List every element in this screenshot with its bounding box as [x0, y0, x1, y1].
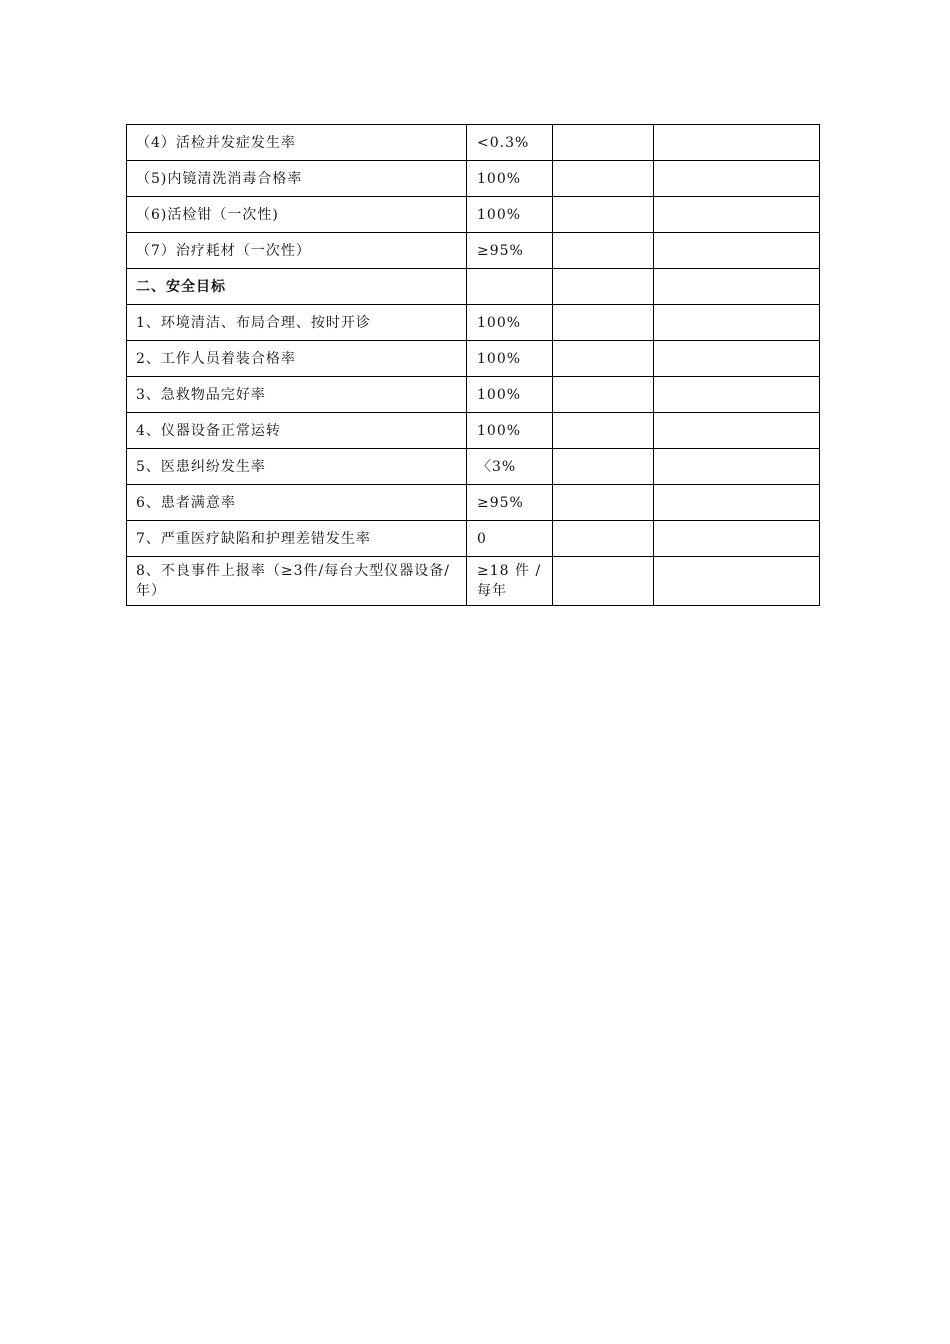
- table-row: [127, 161, 820, 197]
- table-row: [127, 269, 820, 305]
- empty-cell: [553, 197, 654, 233]
- indicator-target: 〈3%: [467, 449, 553, 485]
- indicator-target: [467, 269, 553, 305]
- table-row: [127, 197, 820, 233]
- indicator-item: 1、环境清洁、布局合理、按时开诊: [127, 305, 467, 341]
- indicator-item: 5、医患纠纷发生率: [127, 449, 467, 485]
- indicator-item: （7）治疗耗材（一次性）: [127, 233, 467, 269]
- section-heading: 二、安全目标: [127, 269, 467, 305]
- empty-cell: [654, 197, 820, 233]
- empty-cell: [553, 377, 654, 413]
- empty-cell: [654, 305, 820, 341]
- empty-cell: [654, 485, 820, 521]
- table-row: [127, 125, 820, 161]
- empty-cell: [553, 305, 654, 341]
- empty-cell: [654, 233, 820, 269]
- empty-cell: [553, 413, 654, 449]
- indicator-item: 8、不良事件上报率（≥3件/每台大型仪器设备/年）: [127, 557, 467, 606]
- indicator-item: 6、患者满意率: [127, 485, 467, 521]
- table-row: [127, 305, 820, 341]
- indicator-item: （6)活检钳（一次性): [127, 197, 467, 233]
- empty-cell: [654, 161, 820, 197]
- indicator-target: 100%: [467, 305, 553, 341]
- indicator-target: ≥18 件 / 每年: [467, 557, 553, 606]
- indicator-target: 100%: [467, 413, 553, 449]
- indicator-item: 4、仪器设备正常运转: [127, 413, 467, 449]
- indicator-target: ≥95%: [467, 233, 553, 269]
- indicator-target: 100%: [467, 161, 553, 197]
- empty-cell: [654, 521, 820, 557]
- indicator-item: （5)内镜清洗消毒合格率: [127, 161, 467, 197]
- empty-cell: [553, 557, 654, 606]
- indicator-target: 0: [467, 521, 553, 557]
- table-row: [127, 233, 820, 269]
- empty-cell: [654, 557, 820, 606]
- indicator-item: 2、工作人员着装合格率: [127, 341, 467, 377]
- empty-cell: [654, 377, 820, 413]
- indicator-target: ≥95%: [467, 485, 553, 521]
- table-row: [127, 521, 820, 557]
- empty-cell: [654, 413, 820, 449]
- table-row: [127, 557, 820, 606]
- indicator-target: 100%: [467, 341, 553, 377]
- table-row: [127, 341, 820, 377]
- empty-cell: [553, 341, 654, 377]
- indicator-item: 3、急救物品完好率: [127, 377, 467, 413]
- empty-cell: [553, 521, 654, 557]
- empty-cell: [553, 161, 654, 197]
- table-row: [127, 449, 820, 485]
- empty-cell: [654, 269, 820, 305]
- table-row: [127, 485, 820, 521]
- indicator-item: 7、严重医疗缺陷和护理差错发生率: [127, 521, 467, 557]
- empty-cell: [553, 269, 654, 305]
- table-row: [127, 377, 820, 413]
- indicator-target: 100%: [467, 377, 553, 413]
- empty-cell: [553, 485, 654, 521]
- empty-cell: [553, 125, 654, 161]
- indicator-target: 100%: [467, 197, 553, 233]
- indicator-target: <0.3%: [467, 125, 553, 161]
- quality-indicator-table: [126, 124, 820, 606]
- empty-cell: [654, 449, 820, 485]
- empty-cell: [654, 125, 820, 161]
- empty-cell: [654, 341, 820, 377]
- empty-cell: [553, 233, 654, 269]
- empty-cell: [553, 449, 654, 485]
- indicator-item: （4）活检并发症发生率: [127, 125, 467, 161]
- table-row: [127, 413, 820, 449]
